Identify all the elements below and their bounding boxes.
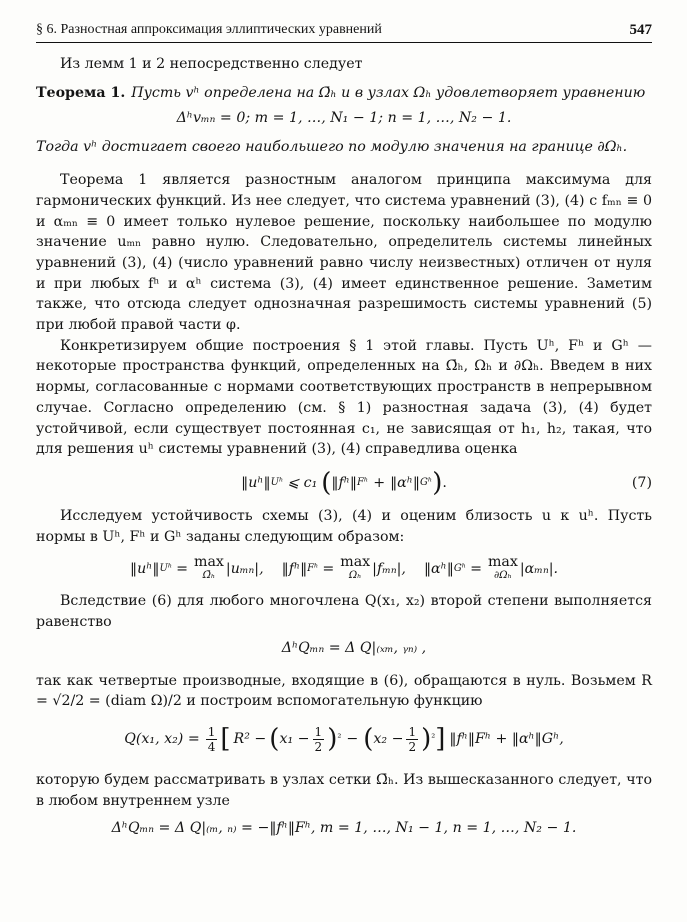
norm-u-eq: = xyxy=(176,561,188,577)
paragraph-max-principle: Теорема 1 является разностным аналогом принципа максимума для гармонических функций. Из нее следует, что система уравнений (3), (4) с fₘₙ ≡ 0 и αₘₙ ≡ 0 имеет только нулевое решение, поскольку наибольшее по модулю значение uₘₙ равно нулю. Следовательно, определитель системы линейных уравнений (3), (4) (число уравнений равно числу неизвестных) отличен от нуля и при любых fʰ и αʰ система (3), (4) имеет единственное решение. Заметим также, что отсюда следует однозначная разрешимость системы уравнений (5) при любой правой части φ. xyxy=(36,172,652,334)
max-op-1: max xyxy=(194,554,224,571)
norm-u: ‖uʰ‖ xyxy=(129,561,160,577)
eq7-plus: + xyxy=(373,474,386,491)
norm-f-value: |fₘₙ|, xyxy=(372,561,406,577)
norm-f: ‖fʰ‖ xyxy=(281,561,308,577)
theorem-text: Пусть vʰ определена на Ω̄ₕ и в узлах Ωₕ удовлетворяет уравнению xyxy=(131,84,646,101)
fraction-half-2 xyxy=(406,725,418,754)
paren-open-1: ( xyxy=(269,723,280,754)
bracket-open: [ xyxy=(220,723,231,754)
fraction-half-1 xyxy=(313,725,325,754)
norm-f-eq: = xyxy=(322,561,335,577)
theorem-label: Теорема 1. xyxy=(36,84,126,101)
eq7-term-f: ‖fʰ‖ xyxy=(331,474,357,491)
theorem-conclusion: Тогда vʰ достигает своего наибольшего по модулю значения на границе ∂Ωₕ. xyxy=(36,139,628,156)
page-body xyxy=(36,50,652,846)
max-sub-3: ∂Ωₕ xyxy=(494,570,512,582)
theorem-statement xyxy=(36,83,652,104)
equation-interior-node: ΔʰQₘₙ = Δ Q|₍ₘ, ₙ₎ = −‖fʰ‖Fʰ, m = 1, …, N₁ − 1, n = 1, …, N₂ − 1. xyxy=(111,820,577,837)
max-sub-2: Ωₕ xyxy=(348,570,362,582)
half-num-2: 1 xyxy=(408,724,417,739)
equation-delta-q: ΔʰQₘₙ = Δ Q|₍ₓₘ, ᵧₙ₎ , xyxy=(281,640,427,657)
aux-q-lhs: Q(x₁, x₂) = xyxy=(124,730,200,747)
max-over-boundary xyxy=(488,555,518,583)
eq7-rel: ⩽ c₁ xyxy=(287,474,318,491)
aux-minus: − xyxy=(346,730,359,747)
paragraph-grid-nodes: которую будем рассматривать в узлах сетки Ω̄ₕ. Из вышесказанного следует, что в любом внутреннем узле xyxy=(36,772,652,809)
quarter-num: 1 xyxy=(207,724,216,739)
half-den-1: 2 xyxy=(314,739,323,754)
section-title: § 6. Разностная аппроксимация эллиптических уравнений xyxy=(36,22,382,37)
bracket-close: ] xyxy=(435,723,446,754)
half-den-2: 2 xyxy=(408,739,417,754)
eq7-lhs: ‖uʰ‖ xyxy=(241,474,271,491)
norm-definitions: ‖uʰ‖ Uʰ = max Ω̄ₕ |uₘₙ|, ‖fʰ‖ Fʰ = max Ωₕ |fₘₙ|, ‖αʰ‖ Gʰ = max ∂Ωₕ |αₘₙ|. xyxy=(129,554,558,582)
eq7-tail: . xyxy=(442,474,447,491)
eq7-open-paren: ( xyxy=(321,467,332,498)
norm-alpha-eq: = xyxy=(470,561,482,577)
norm-u-value: |uₘₙ|, xyxy=(225,561,264,577)
aux-x2: x₂ − xyxy=(373,730,404,747)
half-num-1: 1 xyxy=(314,724,323,739)
equation-aux-q: Q(x₁, x₂) = $\frac{1}{4}$ [ R² − ( x₁ − $\frac{1}{2}$ ) ² − ( x₂ − $\frac{1}{2}$ ) ² ] ‖fʰ‖Fʰ + ‖αʰ‖Gʰ, xyxy=(124,723,564,754)
norm-alpha: ‖αʰ‖ xyxy=(423,561,454,577)
eq7-close-paren: ) xyxy=(432,467,443,498)
max-over-closure xyxy=(194,555,224,583)
aux-r2: R² − xyxy=(233,730,267,747)
max-op-3: max xyxy=(487,554,518,571)
aux-norms: ‖fʰ‖Fʰ + ‖αʰ‖Gʰ, xyxy=(449,730,564,747)
paragraph-polynomial: Вследствие (6) для любого многочлена Q(x₁, x₂) второй степени выполняется равенство xyxy=(36,593,652,631)
paren-open-2: ( xyxy=(363,723,374,754)
paren-close-1: ) xyxy=(327,723,338,754)
paragraph-norms-intro: Конкретизируем общие построения § 1 этой главы. Пусть Uʰ, Fʰ и Gʰ — некоторые пространства функций, определенных на Ω̄ₕ, Ωₕ и ∂Ωₕ. Введем в них нормы, согласованные с нормами соответствующих пространств в непрерывном случае. Согласно определению (см. § 1) разностная задача (3), (4) будет устойчивой, если существует постоянная c₁, не зависящая от h₁, h₂, такая, что для решения uʰ системы уравнений (3), (4) справедлива оценка xyxy=(36,337,652,458)
intro-line: Из лемм 1 и 2 непосредственно следует xyxy=(60,56,363,72)
eq7-term-alpha: ‖αʰ‖ xyxy=(390,474,420,491)
max-sub-1: Ω̄ₕ xyxy=(202,570,216,582)
equation-number-7: (7) xyxy=(631,474,652,491)
paren-close-2: ) xyxy=(421,723,432,754)
page-number: 547 xyxy=(629,22,652,38)
equation-7: ‖uʰ‖ Uʰ ⩽ c₁ ( ‖fʰ‖ Fʰ + ‖αʰ‖ Gʰ ) . (7) xyxy=(241,467,652,498)
quarter-den: 4 xyxy=(207,739,216,754)
fraction-quarter xyxy=(206,725,218,754)
header-rule xyxy=(36,42,652,43)
paragraph-stability: Исследуем устойчивость схемы (3), (4) и оценим близость u к uʰ. Пусть нормы в Uʰ, Fʰ и Gʰ заданы следующим образом: xyxy=(36,507,652,545)
paragraph-aux-function: так как четвертые производные, входящие в (6), обращаются в нуль. Возьмем R = √2/2 = (diam Ω)/2 и построим вспомогательную функцию xyxy=(36,672,652,710)
max-over-interior xyxy=(340,555,370,583)
aux-x1: x₁ − xyxy=(279,730,310,747)
theorem-equation: Δʰvₘₙ = 0; m = 1, …, N₁ − 1; n = 1, …, N₂ − 1. xyxy=(176,110,512,127)
max-op-2: max xyxy=(340,554,371,571)
norm-alpha-value: |αₘₙ|. xyxy=(519,561,558,577)
running-head xyxy=(36,22,652,42)
